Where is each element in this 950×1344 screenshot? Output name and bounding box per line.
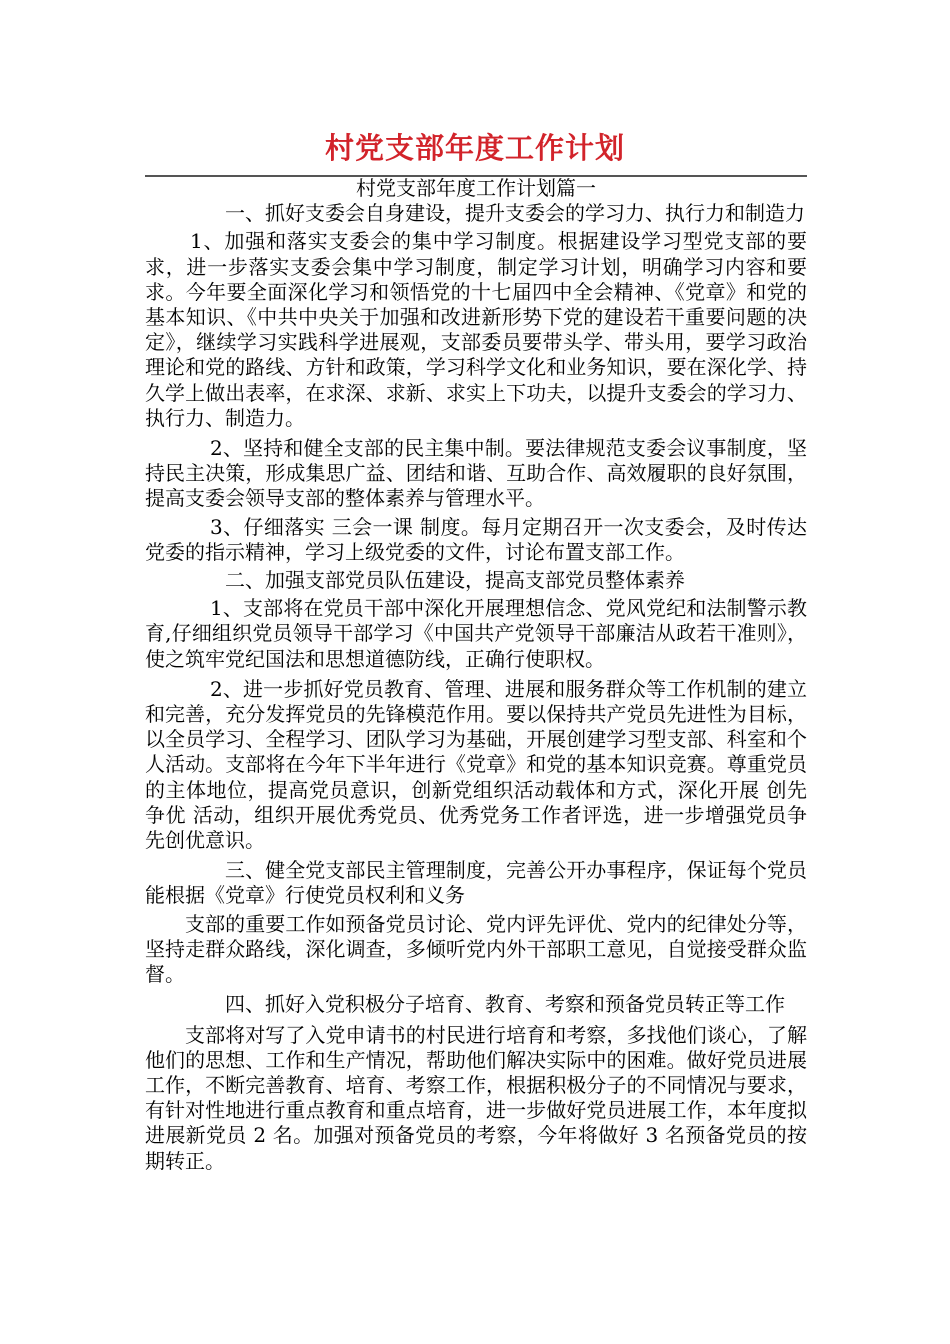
section-heading-1: 一、抓好支委会自身建设，提升支委会的学习力、执行力和制造力 bbox=[225, 201, 805, 226]
paragraph-1-3: 3、仔细落实 三会一课 制度。每月定期召开一次支委会，及时传达党委的指示精神，学习上级党委的文件，讨论布置支部工作。 bbox=[145, 514, 807, 564]
paragraph-2-2: 2、进一步抓好党员教育、管理、进展和服务群众等工作机制的建立和完善，充分发挥党员的先锋模范作用。要以保持共产党员先进性为目标，以全员学习、全程学习、团队学习为基础，开展创建学习型支部、科室和个人活动。支部将在今年下半年进行《党章》和党的基本知识竞赛。尊重党员的主体地位，提高党员意识，创新党组织活动载体和方式，深化开展 创先争优 活动，组织开展优秀党员、优秀党务工作者评选，进一步增强党员争先创优意识。 bbox=[145, 676, 807, 853]
paragraph-4-1: 支部将对写了入党申请书的村民进行培育和考察，多找他们谈心，了解他们的思想、工作和生产情况，帮助他们解决实际中的困难。做好党员进展工作，不断完善教育、培育、考察工作，根据积极分子的不同情况与要求，有针对性地进行重点教育和重点培育，进一步做好党员进展工作，本年度拟进展新党员 2 名。加强对预备党员的考察，今年将做好 3 名预备党员的按期转正。 bbox=[145, 1022, 807, 1173]
paragraph-3-1: 支部的重要工作如预备党员讨论、党内评先评优、党内的纪律处分等，坚持走群众路线，深化调查，多倾听党内外干部职工意见，自觉接受群众监督。 bbox=[145, 911, 807, 987]
document-body bbox=[145, 176, 807, 1174]
paragraph-2-1: 1、支部将在党员干部中深化开展理想信念、党风党纪和法制警示教育,仔细组织党员领导干部学习《中国共产党领导干部廉洁从政若干准则》，使之筑牢党纪国法和思想道德防线，正确行使职权。 bbox=[145, 596, 807, 671]
paragraph-1-1: 1、加强和落实支委会的集中学习制度。根据建设学习型党支部的要求，进一步落实支委会集中学习制度，制定学习计划，明确学习内容和要求。今年要全面深化学习和领悟党的十七届四中全会精神、《党章》和党的基本知识、《中共中央关于加强和改进新形势下党的建设若干重要问题的决定》，继续学习实践科学进展观，支部委员要带头学、带头用，要学习政治理论和党的路线、方针和政策，学习科学文化和业务知识，要在深化学、持久学上做出表率，在求深、求新、求实上下功夫，以提升支委会的学习力、执行力、制造力。 bbox=[145, 229, 807, 430]
document-title: 村党支部年度工作计划 bbox=[324, 131, 625, 165]
section-heading-4: 四、抓好入党积极分子培育、教育、考察和预备党员转正等工作 bbox=[225, 992, 785, 1017]
section-subtitle: 村党支部年度工作计划篇一 bbox=[356, 176, 596, 200]
section-heading-2: 二、加强支部党员队伍建设，提高支部党员整体素养 bbox=[225, 568, 685, 593]
section-heading-3: 三、健全党支部民主管理制度，完善公开办事程序，保证每个党员能根据《党章》行使党员权利和义务 bbox=[145, 858, 807, 908]
paragraph-1-2: 2、坚持和健全支部的民主集中制。要法律规范支委会议事制度，坚持民主决策，形成集思广益、团结和谐、互助合作、高效履职的良好氛围，提高支委会领导支部的整体素养与管理水平。 bbox=[145, 436, 807, 511]
